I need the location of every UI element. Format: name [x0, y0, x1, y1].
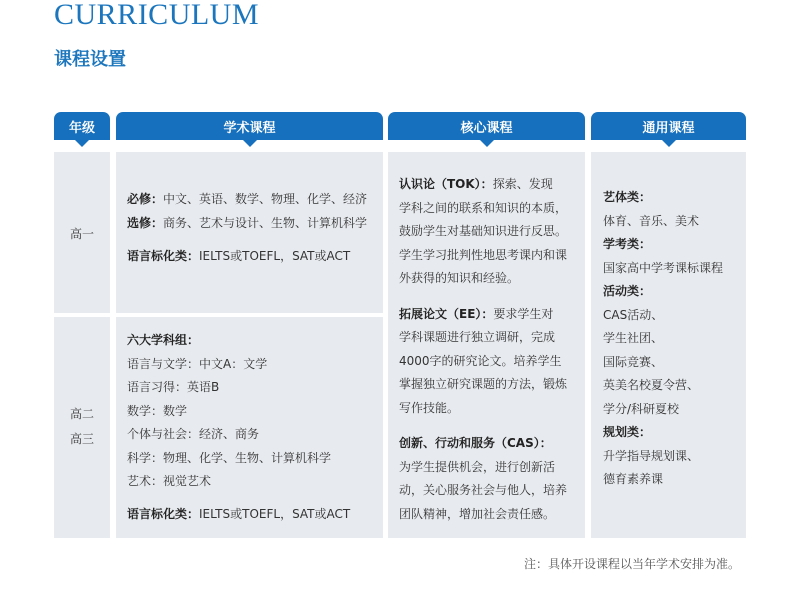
language-tests: 语言标化类：IELTS或TOEFL，SAT或ACT — [127, 506, 351, 521]
column-header-general-label: 通用课程 — [642, 120, 695, 136]
column-header-grade — [54, 112, 110, 140]
subject-group-line: 语言与文学：中文A：文学 — [127, 356, 268, 371]
general-item: CAS活动、 — [603, 307, 664, 322]
general-cell — [591, 152, 746, 538]
title-english: CURRICULUM — [54, 0, 260, 31]
general-item: 国际竞赛、 — [603, 354, 664, 369]
footer-note: 注：具体开设课程以当年学术安排为准。 — [523, 557, 740, 571]
subject-group-line: 科学：物理、化学、生物、计算机科学 — [127, 450, 332, 465]
tab-pointer — [480, 140, 494, 147]
ee-label: 拓展论文（EE）： — [399, 306, 494, 321]
grade-label-g2: 高二 — [69, 407, 94, 421]
general-category-label: 学考类： — [603, 237, 652, 251]
ee-block: 拓展论文（EE）：要求学生对 学科课题进行独立调研，完成 4000字的研究论文。培养学生 掌握独立研究课题的方法，锻炼 写作技能。 — [399, 306, 568, 415]
subject-group-line: 数学：数学 — [127, 403, 188, 418]
column-header-academic — [116, 112, 383, 140]
academic-cell-g23 — [116, 317, 383, 538]
general-item: 国家高中学考课标课程 — [603, 260, 724, 275]
core-cell — [388, 152, 585, 538]
tok-label: 认识论（TOK）： — [399, 177, 493, 191]
cas-block: 创新、行动和服务（CAS）： 为学生提供机会，进行创新活 动，关心服务社会与他人，培养 团队精神，增加社会责任感。 — [399, 436, 568, 521]
tab-pointer — [662, 140, 676, 147]
tab-pointer — [75, 140, 89, 147]
column-header-grade-label: 年级 — [68, 120, 95, 136]
general-item: 英美名校夏令营、 — [603, 378, 700, 392]
subject-groups-title: 六大学科组： — [127, 333, 200, 347]
subject-group-line: 艺术：视觉艺术 — [127, 474, 212, 488]
elective-courses: 选修：商务、艺术与设计、生物、计算机科学 — [127, 215, 368, 230]
general-item: 体育、音乐、美术 — [603, 213, 700, 228]
general-item: 升学指导规划课、 — [603, 448, 700, 463]
column-header-general — [591, 112, 746, 140]
language-tests: 语言标化类：IELTS或TOEFL，SAT或ACT — [127, 249, 351, 263]
subject-group-line: 语言习得：英语B — [127, 380, 220, 394]
tok-block: 认识论（TOK）：探索、发现 学科之间的联系和知识的本质， 鼓励学生对基础知识进行反思。 学生学习批判性地思考课内和课 外获得的知识和经验。 — [399, 177, 568, 285]
tab-pointer — [243, 140, 257, 147]
column-header-core-label: 核心课程 — [460, 120, 513, 136]
academic-cell-g1 — [116, 152, 383, 313]
subject-group-line: 个体与社会：经济、商务 — [127, 427, 260, 441]
general-item: 学生社团、 — [603, 331, 664, 345]
grade-label-g3: 高三 — [69, 432, 94, 446]
column-header-core — [388, 112, 585, 140]
general-item: 学分/科研夏校 — [603, 401, 680, 416]
general-category-label: 艺体类： — [603, 190, 652, 204]
cas-label: 创新、行动和服务（CAS）： — [399, 436, 552, 450]
general-item: 德育素养课 — [603, 472, 664, 486]
column-header-academic-label: 学术课程 — [223, 120, 276, 136]
grade-label-g1: 高一 — [69, 227, 94, 241]
title-chinese: 课程设置 — [54, 49, 126, 70]
general-category-label: 规划类： — [603, 425, 652, 439]
general-category-label: 活动类： — [603, 284, 652, 298]
required-courses: 必修：中文、英语、数学、物理、化学、经济 — [127, 192, 368, 206]
